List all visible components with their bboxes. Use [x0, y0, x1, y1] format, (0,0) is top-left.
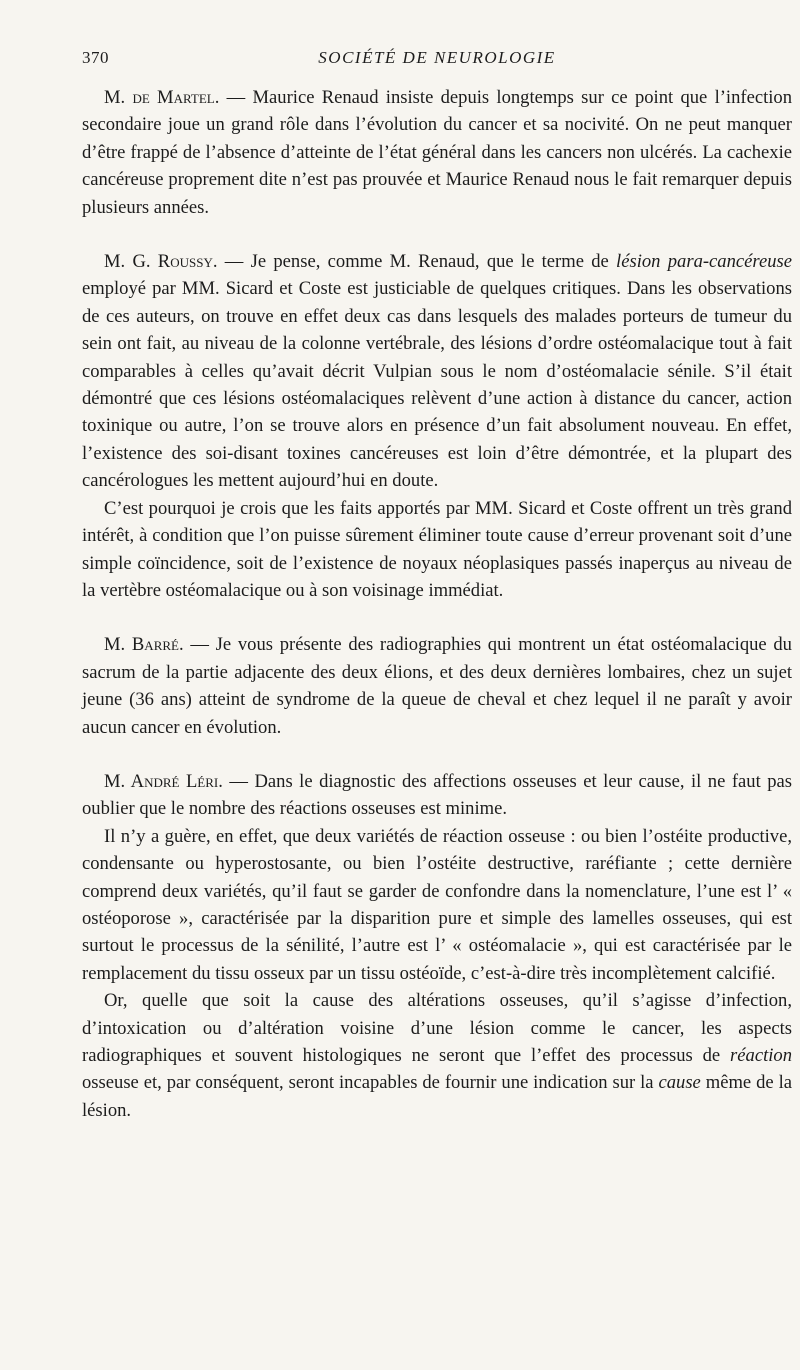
italic-term: réaction	[730, 1045, 792, 1066]
speaker-name: M. Barré.	[104, 634, 184, 656]
paragraph-text: même de la lésion.	[82, 1072, 792, 1121]
paragraph-leri-continued	[82, 823, 792, 987]
body-text	[82, 84, 792, 1124]
page-header	[82, 40, 792, 74]
paragraph-text: Il n’y a guère, en effet, que deux variétés de réaction osseuse : ou bien l’ostéite productive, condensante ou hyperostosante, ou bien l’ostéite destructive, raréfiante ; cette dernière comprend deux variétés, qu’il faut se garder de confondre dans la nomenclature, l’une est l’ « ostéoporose », caractérisée par la disparition pure et simple des lamelles osseuses, qui est surtout le processus de la sénilité, l’autre est l’ « ostéomalacie », qui est caractérisée par le remplacement du tissu osseux par un tissu ostéoïde, c’est-à-dire très incomplètement calcifié.	[82, 825, 792, 984]
speaker-name: M. de Martel.	[104, 87, 220, 108]
paragraph-text: C’est pourquoi je crois que les faits apportés par MM. Sicard et Coste offrent un très grand intérêt, à condition que l’on puisse sûrement éliminer toute cause d’erreur provenant soit d’une simple coïncidence, soit de l’existence de noyaux néoplasiques passés inaperçus au niveau de la vertèbre ostéomalacique ou à son voisinage immédiat.	[82, 497, 792, 601]
paragraph-roussy	[82, 248, 792, 495]
paragraph-roussy-continued	[82, 495, 792, 605]
paragraph-leri	[82, 768, 792, 823]
paragraph-text: employé par MM. Sicard et Coste est justiciable de quelques critiques. Dans les observations de ces auteurs, on trouve en effet deux cas dans lesquels des malades porteurs de tumeur du sein ont fait, au niveau de la colonne vertébrale, des lésions d’ordre ostéomalacique tout à fait comparables à celles qu’avait décrit Vulpian sous le nom d’ostéomalacie sénile. S’il était démontré que ces lésions ostéomalaciques relèvent d’une action à distance du cancer, action toxinique ou autre, l’on se trouve alors en présence d’un fait absolument nouveau. En effet, l’existence des soi-disant toxines cancéreuses est loin d’être démontrée, et la plupart des cancérologues les mettent aujourd’hui en doute.	[82, 278, 792, 492]
paragraph-leri-conclusion	[82, 987, 792, 1124]
paragraph-de-martel	[82, 84, 792, 221]
document-page	[82, 40, 792, 1124]
running-title: SOCIÉTÉ DE NEUROLOGIE	[318, 48, 556, 67]
paragraph-text: — Je pense, comme M. Renaud, que le terme de	[217, 251, 617, 273]
paragraph-text: osseuse et, par conséquent, seront incapables de fournir une indication sur la	[82, 1072, 659, 1094]
italic-term: cause	[658, 1072, 701, 1094]
paragraph-text: — Dans le diagnostic des affections osseuses et leur cause, il ne faut pas oublier que le nombre des réactions osseuses est minime.	[82, 770, 793, 820]
page-number: 370	[82, 48, 109, 67]
paragraph-text: Or, quelle que soit la cause des altérations osseuses, qu’il s’agisse d’infection, d’intoxication ou d’altération voisine d’une lésion comme le cancer, les aspects radiographiques et souvent histologiques ne seront que l’effet des processus de	[82, 990, 792, 1066]
paragraph-text: — Maurice Renaud insiste depuis longtemps sur ce point que l’infection secondaire joue un grand rôle dans l’évolution du cancer et sa nocivité. On ne peut manquer d’être frappé de l’absence d’atteinte de l’état général dans les cancers non ulcérés. La cachexie cancéreuse proprement dite n’est pas prouvée et Maurice Renaud nous le fait remarquer depuis plusieurs années.	[82, 87, 793, 218]
italic-term: lésion para-cancéreuse	[616, 251, 792, 273]
paragraph-text: — Je vous présente des radiographies qui montrent un état ostéomalacique du sacrum de la partie adjacente des deux élions, et des deux dernières lombaires, chez un sujet jeune (36 ans) atteint de syndrome de la queue de cheval et chez lequel il ne paraît y avoir aucun cancer en évolution.	[82, 634, 792, 738]
paragraph-barre	[82, 631, 792, 741]
speaker-name: M. G. Roussy.	[104, 251, 218, 273]
speaker-name: M. André Léri.	[104, 770, 223, 792]
